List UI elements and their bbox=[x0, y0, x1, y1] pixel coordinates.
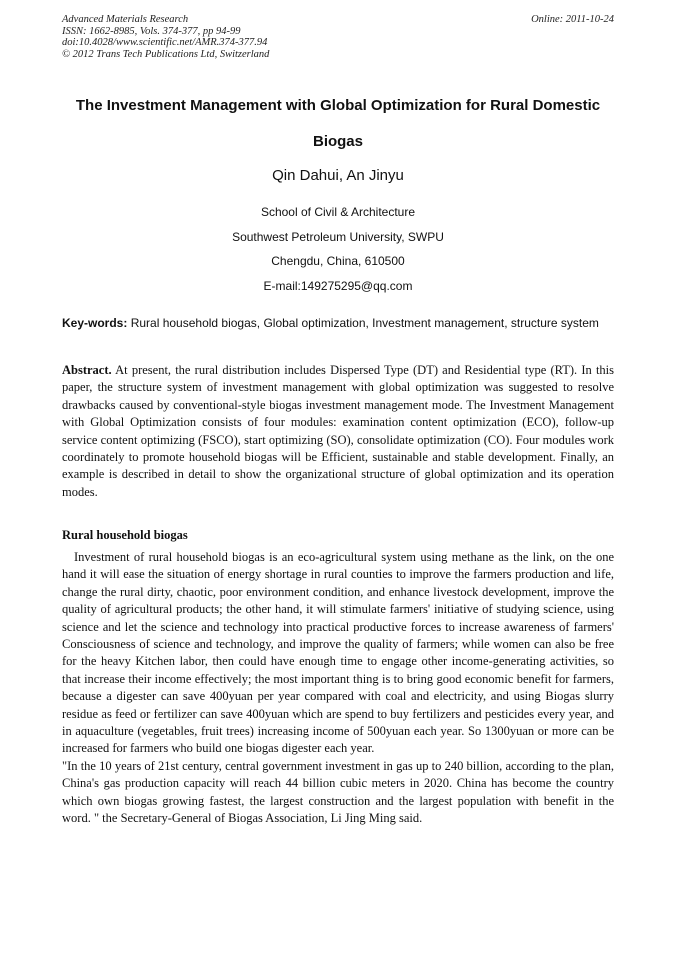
abstract-text: At present, the rural distribution includes Dispersed Type (DT) and Residential type (RT). In this paper, the structure system of investment management with global optimization was suggested to resolve drawbacks caused by conventional-style biogas investment management mode. The Investment Management with Global Optimization consists of four modules: examination content optimization (ECO), follow-up service content optimizing (FSCO), start optimizing (SO), consolidate optimization (CO). Four modules work coordinately to promote household biogas will be Efficient, sustainable and stable development. Finally, an example is described in detail to show the organizational structure of global optimization and its operation modes. bbox=[62, 363, 615, 499]
body-paragraph: "In the 10 years of 21st century, central government investment in gas up to 240 billion, according to the plan, China's gas production capacity will reach 44 billion cubic meters in 2020. China has become the country which own biogas growing fastest, the largest construction and the largest population with benefit in the word. " the Secretary-General of Biogas Association, Li Jing Ming said. bbox=[62, 758, 614, 826]
abstract bbox=[62, 362, 614, 501]
section-heading: Rural household biogas bbox=[62, 528, 188, 542]
affiliation-email: E-mail:149275295@qq.com bbox=[263, 278, 413, 293]
journal-doi: doi:10.4028/www.scientific.net/AMR.374-377.94 bbox=[62, 37, 268, 48]
author-affiliation bbox=[62, 200, 614, 298]
paper-authors: Qin Dahui, An Jinyu bbox=[272, 167, 404, 184]
journal-copyright: © 2012 Trans Tech Publications Ltd, Switzerland bbox=[62, 48, 270, 60]
online-date: Online: 2011-10-24 bbox=[531, 14, 614, 25]
keywords bbox=[62, 314, 614, 332]
affiliation-school: School of Civil & Architecture bbox=[260, 205, 416, 219]
section-body bbox=[62, 549, 614, 828]
affiliation-address: Chengdu, China, 610500 bbox=[271, 254, 405, 268]
body-paragraph: Investment of rural household biogas is an eco-agricultural system using methane as the link, on the one hand it will ease the situation of energy shortage in rural counties to improve the farmers production and life, change the rural dirty, chaotic, poor environment condition, and enhance livestock development, improve the quality of agricultural products; the other hand, it will stimulate farmers' initiative of studying science, using science and let the science and technology into practical productive forces to increase awareness of farmers' Consciousness of science and technology, and improve the quality of farmers; while women can also be free for the heavy Kitchen labor, then could have enough time to engage other income-generating activities, so that increase their income effectively; the most important thing is to bring good economic benefit for farmers, because a digester can save 400yuan per year compared with coal and electricity, and using Biogas slurry residue as feed or fertilizer can save 400yuan which are spend to buy fertilizers and pesticides every year, and in aquaculture (vegetables, fruit trees) increasing income of 500yuan each year. So 1300yuan or more can be increased for farmers who build one biogas digester each year. bbox=[62, 550, 614, 756]
affiliation-university: Southwest Petroleum University, SWPU bbox=[232, 229, 444, 244]
keywords-label: Key-words: bbox=[62, 316, 128, 330]
journal-header bbox=[62, 14, 614, 60]
journal-name: Advanced Materials Research bbox=[62, 14, 189, 25]
keywords-text: Rural household biogas, Global optimization, Investment management, structure system bbox=[130, 316, 599, 330]
abstract-label: Abstract. bbox=[62, 363, 112, 377]
paper-title: The Investment Management with Global Optimization for Rural Domestic Biogas bbox=[75, 97, 601, 150]
journal-issn: ISSN: 1662-8985, Vols. 374-377, pp 94-99 bbox=[62, 25, 241, 37]
